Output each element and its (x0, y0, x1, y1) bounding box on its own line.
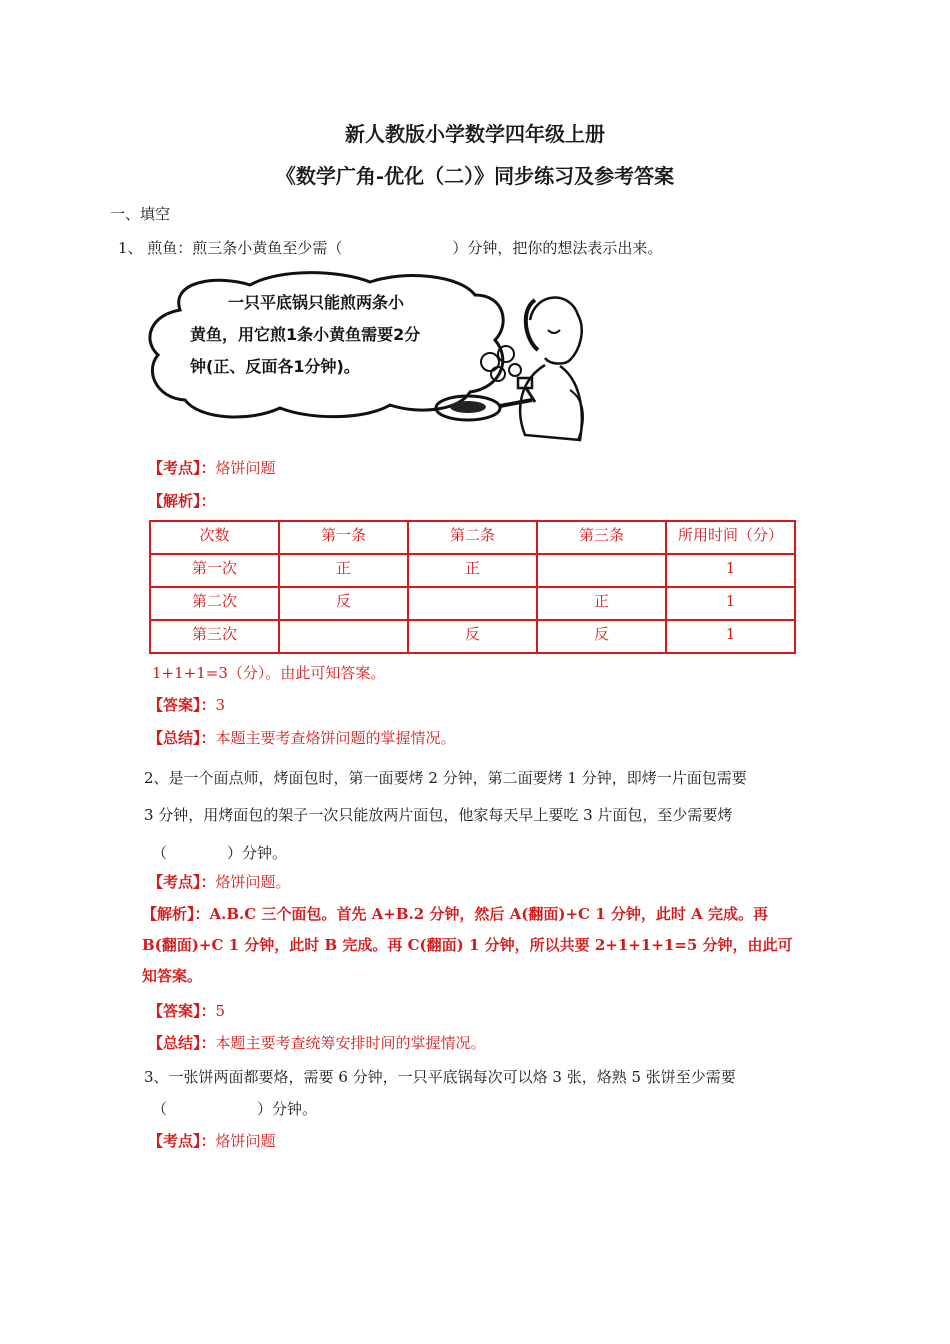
zongjie-label: 【总结】： (148, 729, 216, 747)
table-cell: 第三次 (150, 620, 279, 653)
kaodian-value: 烙饼问题。 (215, 873, 291, 891)
q2-jiexi (142, 899, 812, 992)
table-header-cell: 第二条 (408, 521, 537, 554)
kaodian-label: 【考点】： (148, 873, 216, 891)
frying-schedule-table (149, 520, 796, 654)
document-subtitle: 《数学广角-优化（二）》同步练习及参考答案 (275, 164, 675, 188)
kaodian-label: 【考点】： (148, 1132, 216, 1150)
zongjie-label: 【总结】： (148, 1034, 216, 1052)
kaodian-label: 【考点】： (148, 459, 216, 477)
question-3-line-2 (152, 1098, 317, 1119)
table-cell: 反 (279, 587, 408, 620)
q2-zongjie (148, 1032, 486, 1053)
bubble-line-2: 黄鱼，用它煎1条小黄鱼需要2分 (190, 325, 421, 344)
table-cell: 正 (537, 587, 666, 620)
question-2-line-1: 2、是一个面点师，烤面包时，第一面要烤 2 分钟，第二面要烤 1 分钟，即烤一片面包需要 (144, 769, 747, 787)
q1-kaodian (148, 457, 276, 478)
table-header-cell: 第三条 (537, 521, 666, 554)
q1-zongjie (148, 727, 456, 748)
table-row (150, 620, 795, 653)
paren-close: ）分钟。 (257, 1100, 318, 1118)
table-cell: 1 (666, 620, 795, 653)
jiexi-value: A.B.C 三个面包。首先 A+B.2 分钟，然后 A(翻面)+C 1 分钟，此时 A 完成。再 B(翻面)+C 1 分钟，此时 B 完成。再 C(翻面) 1 分钟，所以共要 2+1+1+1=5 分钟，由此可知答案。 (142, 905, 793, 985)
q1-jiexi (148, 490, 216, 511)
table-cell (408, 587, 537, 620)
table-cell: 正 (408, 554, 537, 587)
table-cell (537, 554, 666, 587)
paren-close: ）分钟。 (227, 844, 288, 862)
question-1-suffix: ）分钟，把你的想法表示出来。 (452, 239, 663, 257)
question-2-line-3 (152, 842, 287, 863)
section-heading: 一、填空 (110, 205, 171, 223)
q1-calculation: 1+1+1=3（分）。由此可知答案。 (152, 664, 386, 682)
table-cell: 1 (666, 554, 795, 587)
paren-open: （ (152, 844, 168, 862)
q2-daan (148, 1000, 225, 1021)
table-cell: 反 (408, 620, 537, 653)
table-row (150, 587, 795, 620)
table-cell: 第一次 (150, 554, 279, 587)
question-3-line-1: 3、一张饼两面都要烙，需要 6 分钟，一只平底锅每次可以烙 3 张，烙熟 5 张饼至少需要 (144, 1068, 736, 1086)
kaodian-value: 烙饼问题 (215, 459, 276, 477)
q1-daan (148, 694, 225, 715)
table-cell: 正 (279, 554, 408, 587)
table-header-cell: 第一条 (279, 521, 408, 554)
table-cell: 反 (537, 620, 666, 653)
daan-value: 3 (215, 696, 226, 714)
table-cell (279, 620, 408, 653)
zongjie-value: 本题主要考查烙饼问题的掌握情况。 (215, 729, 456, 747)
table-header-cell: 所用时间（分） (666, 521, 795, 554)
question-1 (118, 237, 662, 258)
jiexi-label: 【解析】： (142, 905, 210, 923)
q2-kaodian (148, 871, 291, 892)
daan-value: 5 (215, 1002, 226, 1020)
document-title: 新人教版小学数学四年级上册 (345, 122, 605, 146)
question-2-line-2: 3 分钟，用烤面包的架子一次只能放两片面包，他家每天早上要吃 3 片面包，至少需要烤 (144, 806, 733, 824)
jiexi-label: 【解析】： (148, 492, 216, 510)
zongjie-value: 本题主要考查统筹安排时间的掌握情况。 (215, 1034, 486, 1052)
frying-fish-illustration (140, 270, 600, 450)
paren-open: （ (152, 1100, 168, 1118)
table-header-cell: 次数 (150, 521, 279, 554)
table-header-row (150, 521, 795, 554)
table-cell: 1 (666, 587, 795, 620)
table-row (150, 554, 795, 587)
question-1-prefix: 1、 煎鱼：煎三条小黄鱼至少需（ (118, 239, 343, 257)
daan-label: 【答案】： (148, 696, 216, 714)
bubble-line-3: 钟(正、反面各1分钟)。 (190, 357, 360, 376)
daan-label: 【答案】： (148, 1002, 216, 1020)
bubble-line-1: 一只平底锅只能煎两条小 (228, 293, 405, 312)
table-cell: 第二次 (150, 587, 279, 620)
q3-kaodian (148, 1130, 276, 1151)
kaodian-value: 烙饼问题 (215, 1132, 276, 1150)
